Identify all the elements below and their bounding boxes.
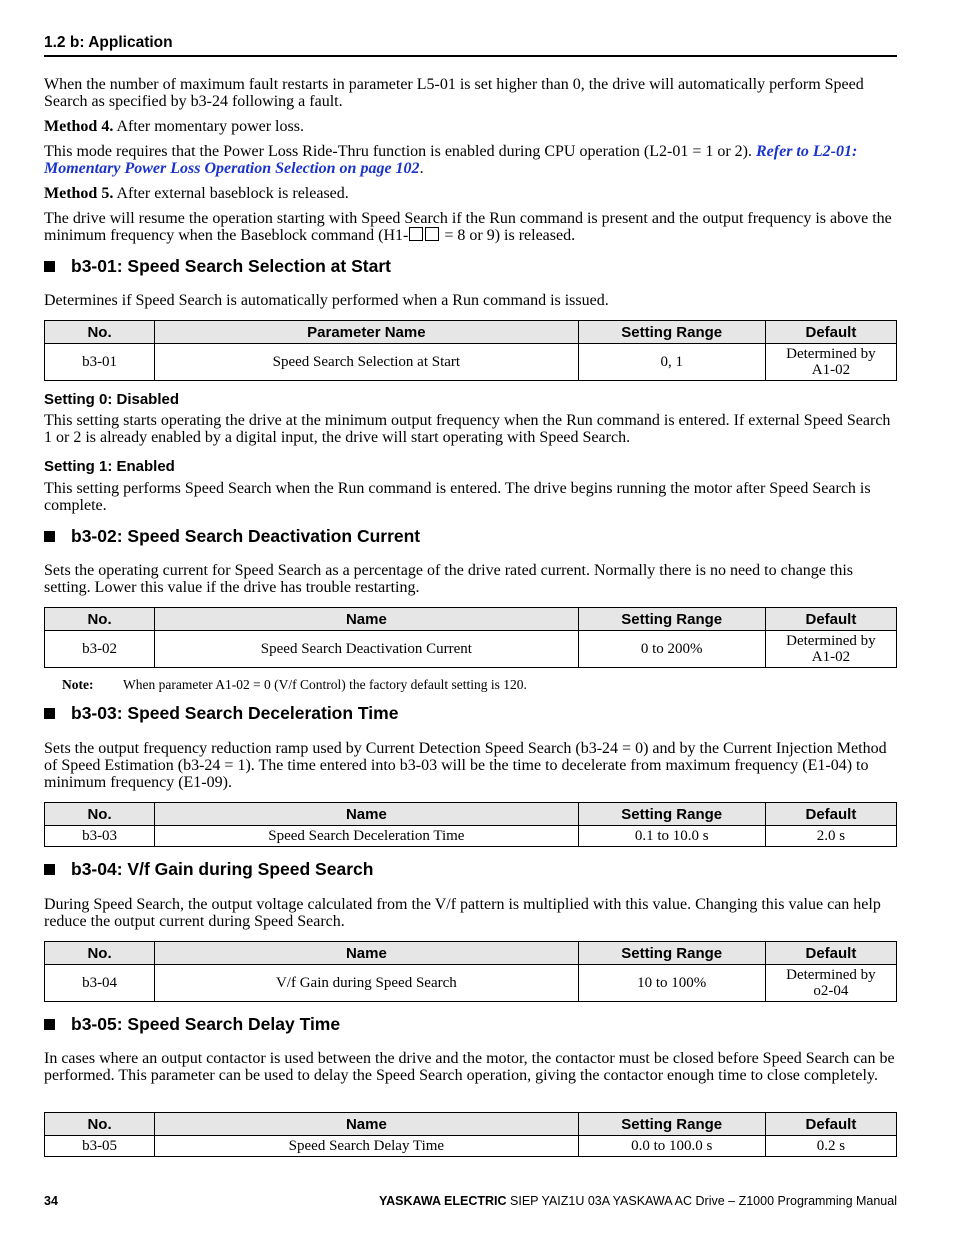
table-row: b3-02 Speed Search Deactivation Current 0 to 200% Determined by A1-02: [45, 631, 897, 668]
b3-05-parameter-table: [44, 1112, 897, 1157]
method-4-line: [44, 118, 897, 135]
b3-03-parameter-table: [44, 802, 897, 847]
setting-1-title: Setting 1: Enabled: [44, 458, 175, 475]
intro-paragraph-1: When the number of maximum fault restarts in parameter L5-01 is set higher than 0, the drive will automatically perform Speed Search as specified by b3-24 following a fault.: [44, 76, 864, 110]
b3-03-description: Sets the output frequency reduction ramp used by Current Detection Speed Search (b3-24 = 0) and by the Current Injection Method of Speed Estimation (b3-24 = 1). The time entered into b3-03 will be the time to decelerate from maximum frequency (E1-04) to minimum frequency (E1-09).: [44, 740, 887, 791]
setting-0-text: This setting starts operating the drive at the minimum output frequency when the Run command is entered. If external Speed Search 1 or 2 is already enabled by a digital input, the drive will start operating with Speed Search.: [44, 412, 891, 446]
placeholder-box-icon: [425, 227, 439, 241]
b3-02-note: [62, 677, 527, 693]
cross-reference-link[interactable]: Refer to L2-01: Momentary Power Loss Operation Selection on page 102: [44, 143, 858, 177]
square-bullet-icon: [44, 261, 55, 272]
method-5-text: After external baseblock is released.: [113, 185, 349, 202]
section-title: 1.2 b: Application: [44, 34, 173, 51]
b3-02-heading: b3-02: Speed Search Deactivation Current: [44, 526, 897, 546]
b3-04-description: During Speed Search, the output voltage calculated from the V/f pattern is multiplied with this value. Changing this value can help reduce the output current during Speed Search.: [44, 896, 881, 930]
table-header-row: No. Name Setting Range Default: [45, 1113, 897, 1136]
square-bullet-icon: [44, 1019, 55, 1030]
b3-05-description: In cases where an output contactor is used between the drive and the motor, the contactor must be closed before Speed Search can be performed. This parameter can be used to delay the Speed Search operation, giving the contactor enough time to close completely.: [44, 1050, 895, 1084]
b3-03-heading: b3-03: Speed Search Deceleration Time: [44, 703, 897, 723]
table-row: b3-03 Speed Search Deceleration Time 0.1 to 10.0 s 2.0 s: [45, 826, 897, 847]
table-header-row: No. Name Setting Range Default: [45, 608, 897, 631]
table-header-row: No. Name Setting Range Default: [45, 803, 897, 826]
table-header-row: No. Parameter Name Setting Range Default: [45, 321, 897, 344]
manual-title: YASKAWA ELECTRIC SIEP YAIZ1U 03A YASKAWA AC Drive – Z1000 Programming Manual: [378, 1194, 897, 1208]
table-row: b3-05 Speed Search Delay Time 0.0 to 100.0 s 0.2 s: [45, 1136, 897, 1157]
b3-04-parameter-table: [44, 941, 897, 1002]
square-bullet-icon: [44, 708, 55, 719]
page-number: 34: [44, 1194, 58, 1208]
section-header: [44, 33, 897, 57]
b3-01-parameter-table: [44, 320, 897, 381]
method-4-text: After momentary power loss.: [113, 118, 304, 135]
brand-name: YASKAWA ELECTRIC: [378, 1194, 507, 1208]
intro-paragraph-2: This mode requires that the Power Loss Ride-Thru function is enabled during CPU operation (L2-01 = 1 or 2). Refer to L2-01: Momentary Power Loss Operation Selection on page 102.: [44, 143, 858, 177]
b3-01-heading: b3-01: Speed Search Selection at Start: [44, 256, 897, 276]
square-bullet-icon: [44, 531, 55, 542]
table-row: b3-04 V/f Gain during Speed Search 10 to 100% Determined by o2-04: [45, 965, 897, 1002]
p2-text: This mode requires that the Power Loss Ride-Thru function is enabled during CPU operation (L2-01 = 1 or 2).: [44, 143, 756, 160]
square-bullet-icon: [44, 864, 55, 875]
setting-1-text: This setting performs Speed Search when the Run command is entered. The drive begins running the motor after Speed Search is complete.: [44, 480, 871, 514]
table-header-row: No. Name Setting Range Default: [45, 942, 897, 965]
b3-04-heading: b3-04: V/f Gain during Speed Search: [44, 859, 897, 879]
table-row: b3-01 Speed Search Selection at Start 0, 1 Determined by A1-02: [45, 344, 897, 381]
method-4-label: Method 4.: [44, 118, 114, 135]
intro-paragraph-3: The drive will resume the operation starting with Speed Search if the Run command is present and the output frequency is above the minimum frequency when the Baseblock command (H1- = 8 or 9) is released.: [44, 210, 892, 244]
note-text: When parameter A1-02 = 0 (V/f Control) the factory default setting is 120.: [123, 677, 527, 692]
b3-02-description: Sets the operating current for Speed Search as a percentage of the drive rated current. Normally there is no need to change this setting. Lower this value if the drive has trouble restarting.: [44, 562, 854, 596]
b3-01-description: Determines if Speed Search is automatically performed when a Run command is issued.: [44, 292, 609, 309]
method-5-line: [44, 185, 897, 202]
setting-0-title: Setting 0: Disabled: [44, 391, 180, 408]
note-label: Note:: [62, 677, 94, 692]
b3-02-parameter-table: [44, 607, 897, 668]
placeholder-box-icon: [409, 227, 423, 241]
b3-05-heading: b3-05: Speed Search Delay Time: [44, 1014, 897, 1034]
method-5-label: Method 5.: [44, 185, 114, 202]
